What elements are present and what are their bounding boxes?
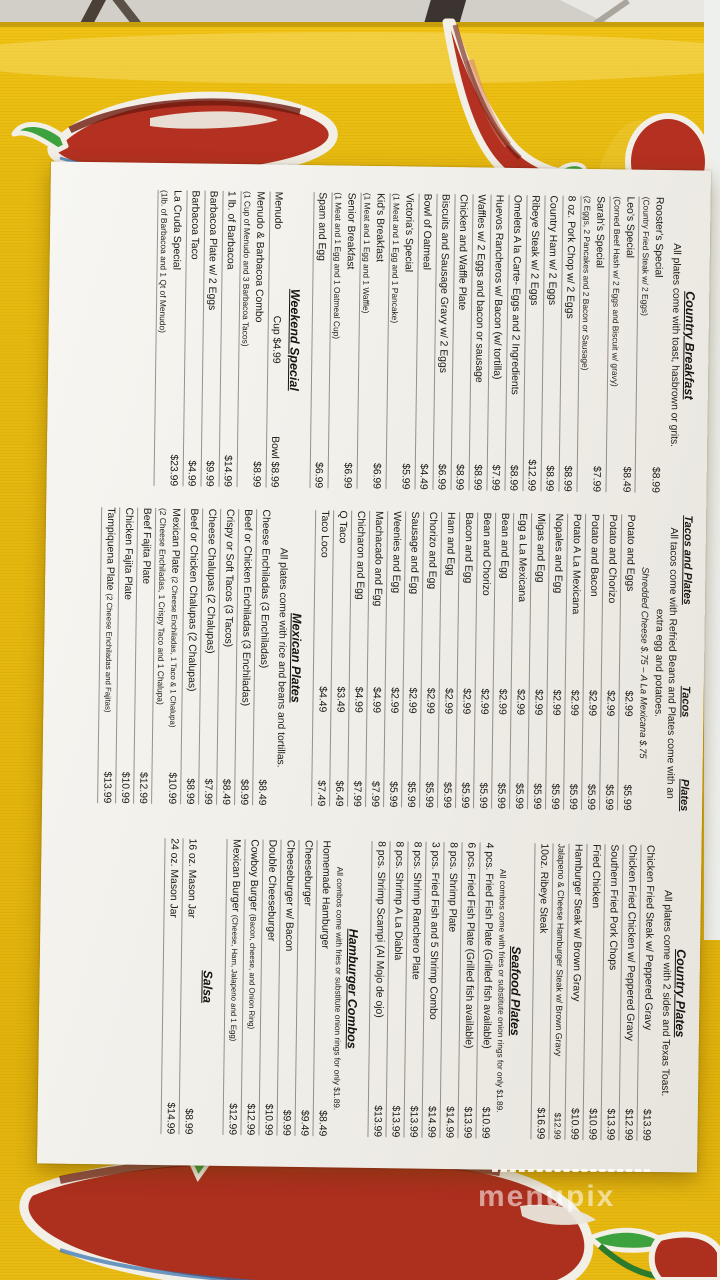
item-name: Rooster's Special <box>652 196 665 278</box>
menu-section <box>311 510 694 811</box>
item-price: Bowl $8.99 <box>268 436 281 488</box>
item-price-taco: $4.99 <box>352 686 364 713</box>
item-name: 1 lb. of Barbacoa <box>224 190 237 270</box>
section-title: Seafood Plates <box>508 946 524 1036</box>
item-name: Omelets A la Carte- Eggs and 2 Ingredients <box>509 194 524 395</box>
item-name: Menudo <box>272 191 284 230</box>
item-name: Egg a La Mexicana <box>515 512 528 603</box>
item-name: Fried Chicken <box>589 844 602 909</box>
item-name: Leo's Special <box>623 196 636 259</box>
menu-section <box>531 843 690 1141</box>
item-price: $9.99 <box>203 460 215 487</box>
item-name: Waffles w/ 2 Eggs and bacon or sausage <box>473 194 488 383</box>
item-name: La Cruda Special <box>170 190 183 270</box>
item-name: 10oz. Ribeye Steak <box>536 843 550 934</box>
item-price-taco: $2.99 <box>586 689 598 717</box>
item-name: Beef or Chicken Enchiladas (3 Enchiladas) <box>239 509 254 707</box>
item-name: Menudo & Barbacoa Combo <box>252 191 266 323</box>
item-name: Senior Breakfast <box>344 192 357 270</box>
item-price-plate: $7.49 <box>314 780 327 807</box>
item-price: $8.99 <box>561 465 574 492</box>
item-name: Ribeye Steak w/ 2 Eggs <box>528 195 542 306</box>
item-name: Beef or Chicken Chalupas (2 Chalupas) <box>185 508 200 692</box>
item-price: $14.99 <box>164 1102 176 1135</box>
item-price-plate: $5.99 <box>422 781 435 808</box>
item-price: $6.99 <box>370 462 383 490</box>
item-price: $10.99 <box>568 1107 580 1140</box>
item-price: $8.99 <box>250 461 263 488</box>
item-price: $12.99 <box>244 1103 256 1136</box>
item-price-taco: $2.99 <box>460 688 472 715</box>
item-name: 8 pcs. Shrimp Plate <box>445 842 459 933</box>
item-price: $8.99 <box>471 464 484 491</box>
item-name: 6 pcs. Fried Fish Plate (Grilled fish available) <box>462 842 477 1049</box>
item-price: $13.99 <box>407 1105 419 1138</box>
item-price: $13.99 <box>371 1105 383 1138</box>
item-inline-subtext: (Bacon, cheese, and Onion Ring) <box>246 913 258 1030</box>
item-price-taco: $2.99 <box>604 690 616 717</box>
item-price: $8.99 <box>543 465 556 492</box>
section-title: Mexican Plates <box>288 612 305 703</box>
item-name: Mexican Plate (2 Cheese Enchiladas, 1 Taco & 1 Chalupa) <box>168 508 182 728</box>
section-tagline: All tacos come with Refried Beans and Plates come with an extra egg and potatoes. <box>652 527 679 799</box>
item-name: Bowl of Oatmeal <box>420 193 434 271</box>
menu-item <box>153 190 186 486</box>
item-name: Tampiquena Plate (2 Cheese Enchiladas and Fajitas) <box>103 507 117 713</box>
item-price: $6.99 <box>435 463 448 491</box>
item-price-plate: $5.99 <box>602 784 615 811</box>
section-note: Shredded Cheese $.75 – A La Mexicana $.75 <box>637 566 651 759</box>
item-price: $8.49 <box>255 779 268 806</box>
menu-section <box>97 507 305 806</box>
item-name: Chorizo and Egg <box>425 511 438 590</box>
item-price: $6.99 <box>341 462 354 489</box>
item-name: Chicken Fried Chicken w/ Peppered Gravy <box>623 844 638 1042</box>
section-tagline: All plates come with toast, hasbrown or grits. <box>668 243 682 448</box>
item-subtext: (1 Meat and 1 Egg and 1 Waffle) <box>361 192 373 314</box>
menu-column-left <box>59 189 699 494</box>
item-price: $14.99 <box>425 1105 437 1138</box>
item-name: Potato and Bacon <box>587 513 600 597</box>
item-price: $14.99 <box>221 455 234 488</box>
section-header-row <box>678 515 694 811</box>
item-name: Cheeseburger w/ Bacon <box>282 839 296 952</box>
item-price-taco: $2.99 <box>532 689 544 716</box>
item-price: $4.49 <box>417 463 430 490</box>
item-name: Crispy or Soft Tacos (3 Tacos) <box>222 508 236 648</box>
item-price-plate: $7.99 <box>350 780 363 807</box>
section-tagline: All plates come with rice and beans and tortillas. <box>274 547 289 768</box>
item-name: Chicharon and Egg <box>353 510 366 600</box>
item-name: Potato and Chorizo <box>605 514 618 604</box>
item-price: $13.99 <box>100 771 113 804</box>
item-price: $10.99 <box>118 771 131 804</box>
item-price-plate: $5.99 <box>404 781 417 808</box>
item-price: $12.99 <box>622 1108 634 1141</box>
item-name: Migas and Egg <box>533 513 546 583</box>
item-subtext: (1lb. of Barbacoa and 1 Qt of Menudo) <box>157 189 170 334</box>
watermark-dashed-line <box>492 1169 650 1172</box>
item-price-plate: $5.99 <box>458 782 471 809</box>
item-name: 16 oz. Mason Jar <box>185 838 198 919</box>
section-title: Country Breakfast <box>681 291 698 400</box>
item-price: $13.99 <box>604 1108 616 1141</box>
item-price-taco: $2.99 <box>478 688 490 715</box>
item-name: Chicken and Waffle Plate <box>456 194 470 311</box>
item-price-plate: $5.99 <box>494 782 507 809</box>
menu-item <box>605 196 638 492</box>
item-price-plate: $6.49 <box>332 780 345 807</box>
item-name: Sausage and Egg <box>407 511 420 595</box>
item-price: $12.99 <box>136 771 149 804</box>
item-price-plate: $5.99 <box>566 783 579 810</box>
item-price-plate: $5.99 <box>440 781 453 809</box>
item-price: $7.99 <box>590 465 603 493</box>
item-subtext: (Country Fried Steak w/ 2 Eggs) <box>639 196 652 316</box>
menu-item <box>576 196 609 492</box>
item-name: Victoria's Special <box>402 193 416 273</box>
menu-item <box>327 192 360 488</box>
item-price: $7.99 <box>201 778 214 805</box>
menu-item <box>151 508 184 804</box>
item-price-taco: $2.99 <box>568 689 580 716</box>
item-price-taco: $4.99 <box>370 686 382 714</box>
item-subtext: (1 Meat and 1 Egg and 1 Oatmeal Cup) <box>331 192 344 340</box>
item-price: $8.49 <box>219 778 232 806</box>
item-price: $10.99 <box>165 772 178 805</box>
item-price-plate: $5.99 <box>512 782 525 810</box>
item-price-taco: $4.49 <box>316 686 328 713</box>
item-price: $9.99 <box>280 1109 292 1136</box>
item-name: Barbacoa Plate w/ 2 Eggs <box>206 190 219 311</box>
item-name: Double Cheeseburger <box>264 839 278 942</box>
item-name: Cheese Enchiladas (3 Enchiladas) <box>257 509 272 669</box>
item-price-taco: $2.99 <box>424 687 436 714</box>
item-subtext: (2 Cheese Enchiladas, 1 Crispy Taco and 1 Chalupa) <box>155 507 169 705</box>
item-price-plate: $5.99 <box>620 784 633 811</box>
item-price-plate: $7.99 <box>368 780 381 808</box>
section-title: Salsa <box>200 970 215 1004</box>
menu-section <box>309 192 698 493</box>
item-name: Machacado and Egg <box>371 510 384 607</box>
item-subtext: (1 Meat and 1 Egg and 1 Pancake) <box>390 193 403 324</box>
item-price-taco: $2.99 <box>622 690 634 717</box>
item-name: Chicken Fried Steak w/ Peppered Gravy <box>641 844 656 1031</box>
item-name: 4 pcs. Fried Fish Plate (Grilled fish available) <box>480 842 495 1049</box>
item-price: $12.99 <box>552 1112 563 1140</box>
item-price: $12.99 <box>226 1103 238 1136</box>
item-price: $10.99 <box>479 1106 491 1139</box>
menu-paper <box>37 161 711 1172</box>
item-price: $8.99 <box>649 466 661 493</box>
item-price-taco: $2.99 <box>442 687 454 715</box>
item-name: 8 oz. Pork Chop w/ 2 Eggs <box>564 195 578 319</box>
item-name: Nopales and Egg <box>551 513 564 594</box>
item-name: 24 oz. Mason Jar <box>167 838 180 918</box>
item-name: Weenies and Egg <box>389 511 402 594</box>
item-name: Kid's Breakfast <box>373 192 386 263</box>
item-name: Jalapeno & Cheese Hamburger Steak w/ Brown Gravy <box>553 843 567 1057</box>
item-subtext: (2 Eggs, 2 Pancakes and 2 Bacon or Sausage) <box>580 195 594 371</box>
item-name: Hamburger Steak w/ Brown Gravy <box>569 843 584 1002</box>
item-price-taco: $2.99 <box>388 687 400 714</box>
section-title: Weekend Special <box>286 288 302 391</box>
item-price-taco: $2.99 <box>496 688 508 715</box>
item-price-plate: $5.99 <box>548 783 561 810</box>
menu-section <box>153 190 303 488</box>
item-name: Southern Fried Pork Chops <box>606 844 620 971</box>
item-subtext: (1 Cup of Menudo and 3 Barbacoa Tacos) <box>240 191 253 347</box>
menu-section <box>223 839 362 1137</box>
item-price: $13.99 <box>461 1106 473 1139</box>
item-price: $8.99 <box>182 1108 194 1135</box>
item-name: Biscuits and Sausage Gravy w/ 2 Eggs <box>437 193 452 374</box>
watermark-text: menupix <box>478 1180 616 1213</box>
tablecloth-edge <box>0 22 720 27</box>
section-note: All combos come with fries or substitute onion rings for only $1.89. <box>331 866 346 1111</box>
item-name: Country Ham w/ 2 Eggs <box>546 195 560 306</box>
item-price: $6.99 <box>312 462 325 489</box>
item-name: Potato and Eggs <box>623 514 636 592</box>
item-price-plate: $5.99 <box>584 783 597 811</box>
item-price-taco: $2.99 <box>514 688 526 716</box>
item-price: $23.99 <box>167 454 180 487</box>
item-price: $12.99 <box>525 459 538 492</box>
item-name: Q Taco <box>336 510 348 544</box>
item-price: $5.99 <box>399 463 412 490</box>
item-price: $16.99 <box>534 1107 546 1140</box>
item-name: Cheese Chalupas (2 Chalupas) <box>204 508 218 654</box>
menu-item <box>236 191 269 487</box>
price-column-header: Plates <box>678 778 691 812</box>
item-inline-subtext: (2 Cheese Enchiladas, 1 Taco & 1 Chalupa) <box>168 576 180 728</box>
item-name: Huevos Rancheros w/ Bacon (w/ tortilla) <box>491 194 506 380</box>
item-name: Homemade Hamburger <box>318 840 332 949</box>
item-price-taco: $3.49 <box>334 686 346 713</box>
item-price: $4.99 <box>185 460 197 487</box>
item-price-plate: $5.99 <box>476 782 489 809</box>
section-note: All combos come with fries or substitute onion rings for only $1.89. <box>494 869 509 1113</box>
item-name: Chicken Fajita Plate <box>121 507 135 601</box>
reading-page <box>37 162 711 1171</box>
item-name: Sarah's Special <box>594 196 607 269</box>
item-price: $8.99 <box>237 779 250 806</box>
item-inline-subtext: (2 Cheese Enchiladas and Fajitas) <box>103 593 114 713</box>
item-name: Taco Loco <box>318 510 330 558</box>
price-column-header: Tacos <box>679 685 692 718</box>
item-name: Ham and Egg <box>444 511 456 576</box>
item-name: Bacon and Egg <box>461 512 474 584</box>
item-price: $8.99 <box>453 464 466 491</box>
menu-item <box>635 197 668 493</box>
item-name: Cheeseburger <box>301 840 314 907</box>
menu-item <box>385 193 418 489</box>
menu-section <box>161 838 217 1135</box>
chili-pepper-icon <box>652 1234 720 1280</box>
menu-item <box>356 193 389 489</box>
item-name: 3 pcs. Fried Fish and 5 Shrimp Combo <box>426 841 441 1020</box>
item-name: Mexican Burger (Cheese, Ham, Jalapeno and 1 Egg) <box>228 839 242 1042</box>
item-price: $10.99 <box>262 1103 274 1136</box>
item-name: 8 pcs. Shrimp Scampi (Al Mojo de ojo) <box>372 841 387 1018</box>
item-name: 8 pcs. Shrimp Ranchero Plate <box>409 841 423 980</box>
item-price: $13.99 <box>640 1108 652 1141</box>
item-price: $9.49 <box>298 1109 310 1137</box>
item-name: 8 pcs. Shrimp A La Diabla <box>391 841 405 961</box>
item-price-taco: $2.99 <box>406 687 418 714</box>
item-name: Bean and Egg <box>498 512 510 579</box>
item-price: $14.99 <box>443 1106 455 1139</box>
tablecloth-sheen <box>0 32 720 84</box>
item-name: Cowboy Burger (Bacon, cheese, and Onion Ring) <box>246 839 260 1030</box>
item-price: $7.99 <box>489 464 502 491</box>
menu-column-middle <box>54 507 694 812</box>
item-subtext: (Corned Beef Hash w/ 2 Eggs and Biscuit w/ gravy) <box>609 196 623 387</box>
item-name: Bean and Chorizo <box>479 512 492 596</box>
menu-column-right <box>49 837 689 1142</box>
item-price: $8.49 <box>620 466 632 493</box>
item-name: Barbacoa Taco <box>188 190 201 260</box>
item-price: $10.99 <box>586 1108 598 1141</box>
section-title: Country Plates <box>672 949 689 1038</box>
item-price: $13.99 <box>389 1105 401 1138</box>
item-name: Potato A La Mexicana <box>569 513 582 615</box>
item-price-plate: $5.99 <box>530 783 543 810</box>
menu-section <box>368 841 525 1139</box>
item-price-plate: $5.99 <box>386 781 399 808</box>
item-price: $8.49 <box>316 1110 328 1137</box>
item-name: Beef Fajita Plate <box>139 507 153 585</box>
section-title: Hamburger Combos <box>344 928 361 1049</box>
item-name: Spam and Egg <box>315 192 328 262</box>
section-title: Tacos and Plates <box>680 515 695 605</box>
item-price-taco: $2.99 <box>550 689 562 716</box>
section-tagline: All plates come with 2 sides and Texas Toast. <box>659 889 673 1097</box>
item-price: $8.99 <box>183 778 196 805</box>
item-price: $8.99 <box>507 464 520 492</box>
item-price-cup: Cup $4.99 <box>270 315 283 364</box>
item-inline-subtext: (Cheese, Ham, Jalapeno and 1 Egg) <box>228 914 240 1042</box>
